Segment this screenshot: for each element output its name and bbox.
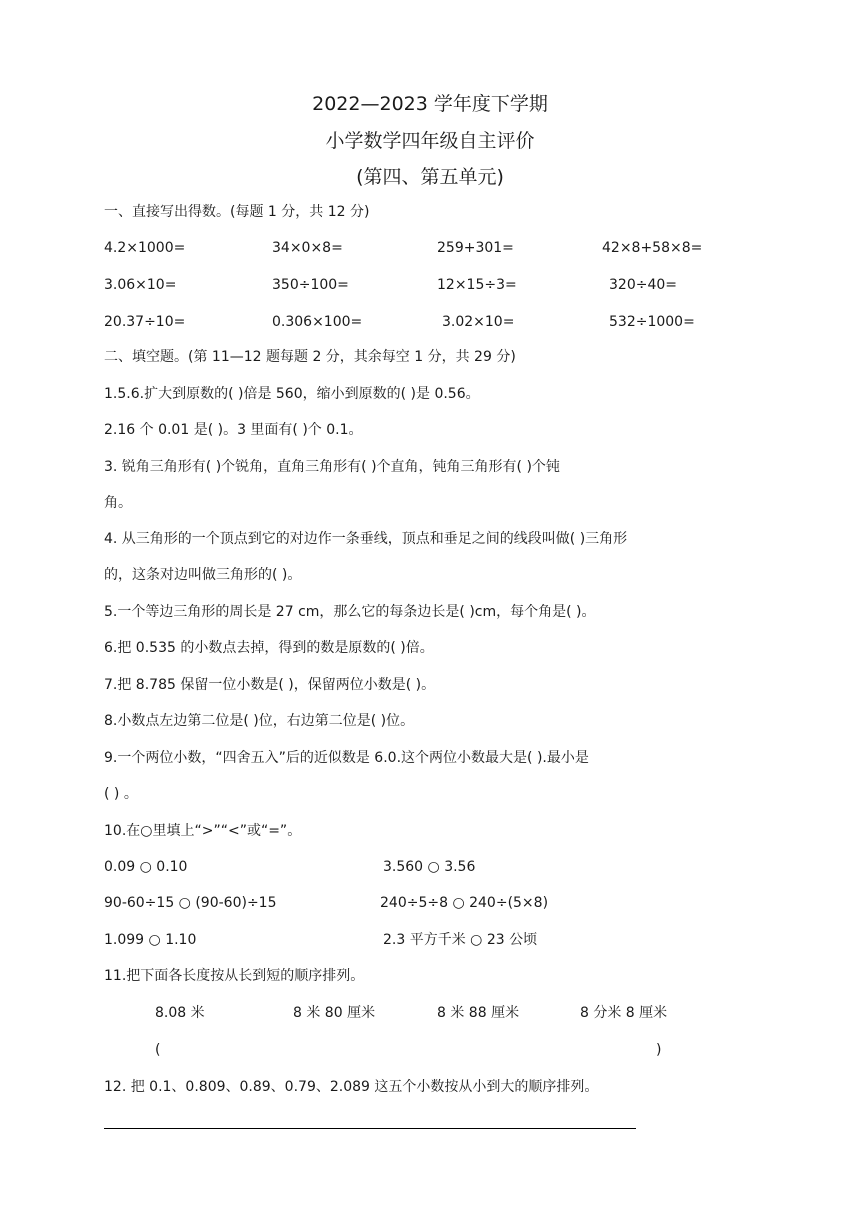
section2-heading: 二、填空题。(第 11—12 题每题 2 分，其余每空 1 分，共 29 分) [104, 349, 516, 365]
answer-open-paren: ( [155, 1042, 161, 1058]
answer-close-paren: ) [656, 1042, 662, 1058]
question-1: 1.5.6.扩大到原数的( )倍是 560，缩小到原数的( )是 0.56。 [104, 386, 480, 402]
calc-item: 3.06×10= [104, 277, 177, 293]
question-7: 7.把 8.785 保留一位小数是( )，保留两位小数是( )。 [104, 677, 436, 693]
calc-item: 259+301= [437, 240, 514, 256]
calc-item: 350÷100= [272, 277, 349, 293]
answer-line [104, 1128, 636, 1129]
calc-item: 12×15÷3= [437, 277, 517, 293]
calc-item: 34×0×8= [272, 240, 343, 256]
question-11: 11.把下面各长度按从长到短的顺序排列。 [104, 968, 365, 984]
compare-item: 2.3 平方千米 ○ 23 公顷 [383, 932, 538, 948]
compare-item: 3.560 ○ 3.56 [383, 859, 476, 875]
doc-title-line1: 2022—2023 学年度下学期 [312, 93, 548, 115]
length-item: 8.08 米 [155, 1005, 205, 1021]
length-item: 8 米 80 厘米 [293, 1005, 376, 1021]
section1-heading: 一、直接写出得数。(每题 1 分，共 12 分) [104, 204, 370, 220]
question-3: 3. 锐角三角形有( )个锐角，直角三角形有( )个直角，钝角三角形有( )个钝 [104, 459, 560, 475]
question-12: 12. 把 0.1、0.809、0.89、0.79、2.089 这五个小数按从小到大的顺序排列。 [104, 1079, 599, 1095]
calc-item: 4.2×1000= [104, 240, 186, 256]
question-4: 4. 从三角形的一个顶点到它的对边作一条垂线，顶点和垂足之间的线段叫做( )三角形 [104, 531, 628, 547]
question-2: 2.16 个 0.01 是( )。3 里面有( )个 0.1。 [104, 422, 363, 438]
calc-item: 0.306×100= [272, 314, 363, 330]
question-4-cont: 的，这条对边叫做三角形的( )。 [104, 567, 302, 583]
length-item: 8 米 88 厘米 [437, 1005, 520, 1021]
question-9: 9.一个两位小数，“四舍五入”后的近似数是 6.0.这个两位小数最大是( ).最小是 [104, 750, 589, 766]
question-6: 6.把 0.535 的小数点去掉，得到的数是原数的( )倍。 [104, 640, 434, 656]
calc-item: 3.02×10= [442, 314, 515, 330]
question-8: 8.小数点左边第二位是( )位，右边第二位是( )位。 [104, 713, 415, 729]
compare-item: 90-60÷15 ○ (90-60)÷15 [104, 895, 277, 911]
calc-item: 42×8+58×8= [602, 240, 703, 256]
doc-title-line3: (第四、第五单元) [356, 166, 504, 188]
calc-item: 532÷1000= [609, 314, 695, 330]
compare-item: 0.09 ○ 0.10 [104, 859, 188, 875]
compare-item: 1.099 ○ 1.10 [104, 932, 197, 948]
compare-item: 240÷5÷8 ○ 240÷(5×8) [380, 895, 549, 911]
question-3-cont: 角。 [104, 495, 132, 511]
calc-item: 20.37÷10= [104, 314, 186, 330]
question-10: 10.在○里填上“>”“<”或“=”。 [104, 823, 302, 839]
question-5: 5.一个等边三角形的周长是 27 cm，那么它的每条边长是( )cm，每个角是( )。 [104, 604, 596, 620]
calc-item: 320÷40= [609, 277, 677, 293]
length-item: 8 分米 8 厘米 [580, 1005, 668, 1021]
doc-title-line2: 小学数学四年级自主评价 [325, 130, 535, 152]
question-9-cont: ( ) 。 [104, 786, 138, 802]
